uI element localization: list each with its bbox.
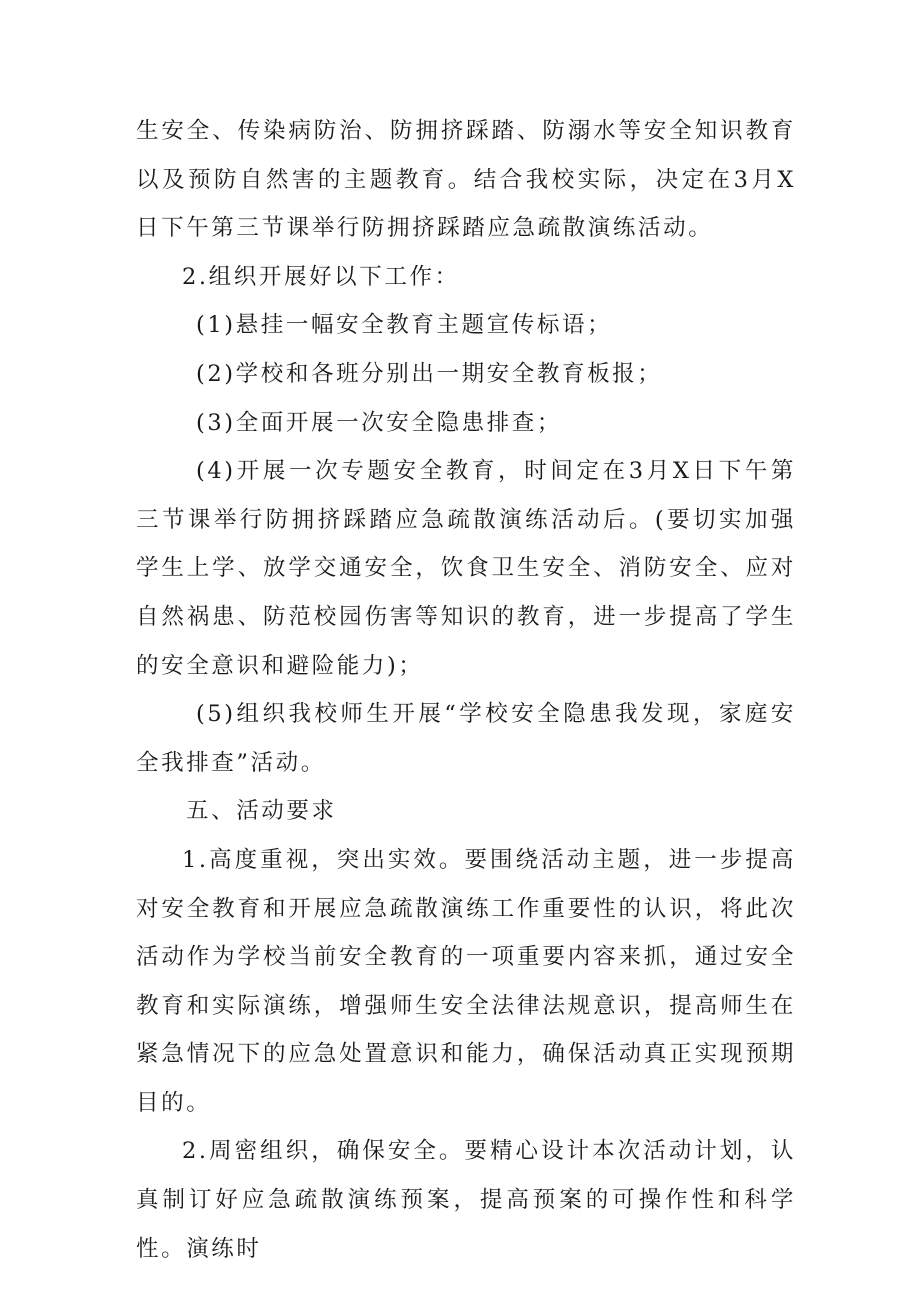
sub-item-2: (2)学校和各班分别出一期安全教育板报； bbox=[196, 360, 663, 387]
requirement-1: 1.高度重视，突出实效。要围绕活动主题，进一步提高对安全教育和开展应急疏散演练工作重要性的认识，将此次活动作为学校当前安全教育的一项重要内容来抓，通过安全教育和实际演练，增强师生安全法律法规意识，提高师生在紧急情况下的应急处置意识和能力，确保活动真正实现预期目的。 bbox=[136, 846, 796, 1116]
document-body bbox=[136, 107, 796, 1273]
requirement-2: 2.周密组织，确保安全。要精心设计本次活动计划，认真制订好应急疏散演练预案，提高预案的可操作性和科学性。演练时 bbox=[136, 1138, 796, 1262]
paragraph-item-2: 2.组织开展好以下工作： bbox=[182, 263, 460, 290]
section-heading-5: 五、活动要求 bbox=[186, 798, 337, 825]
sub-item-5: (5)组织我校师生开展“学校安全隐患我发现，家庭安全我排查”活动。 bbox=[136, 701, 796, 776]
sub-item-3: (3)全面开展一次安全隐患排查； bbox=[196, 409, 562, 436]
sub-item-4: (4)开展一次专题安全教育，时间定在3月X日下午第三节课举行防拥挤踩踏应急疏散演练活动后。(要切实加强学生上学、放学交通安全，饮食卫生安全、消防安全、应对自然祸患、防范校园伤害等知识的教育，进一步提高了学生的安全意识和避险能力)； bbox=[136, 458, 796, 679]
paragraph-continuation: 生安全、传染病防治、防拥挤踩踏、防溺水等安全知识教育以及预防自然害的主题教育。结合我校实际，决定在3月X日下午第三节课举行防拥挤踩踏应急疏散演练活动。 bbox=[136, 118, 796, 242]
sub-item-1: (1)悬挂一幅安全教育主题宣传标语； bbox=[196, 312, 613, 339]
